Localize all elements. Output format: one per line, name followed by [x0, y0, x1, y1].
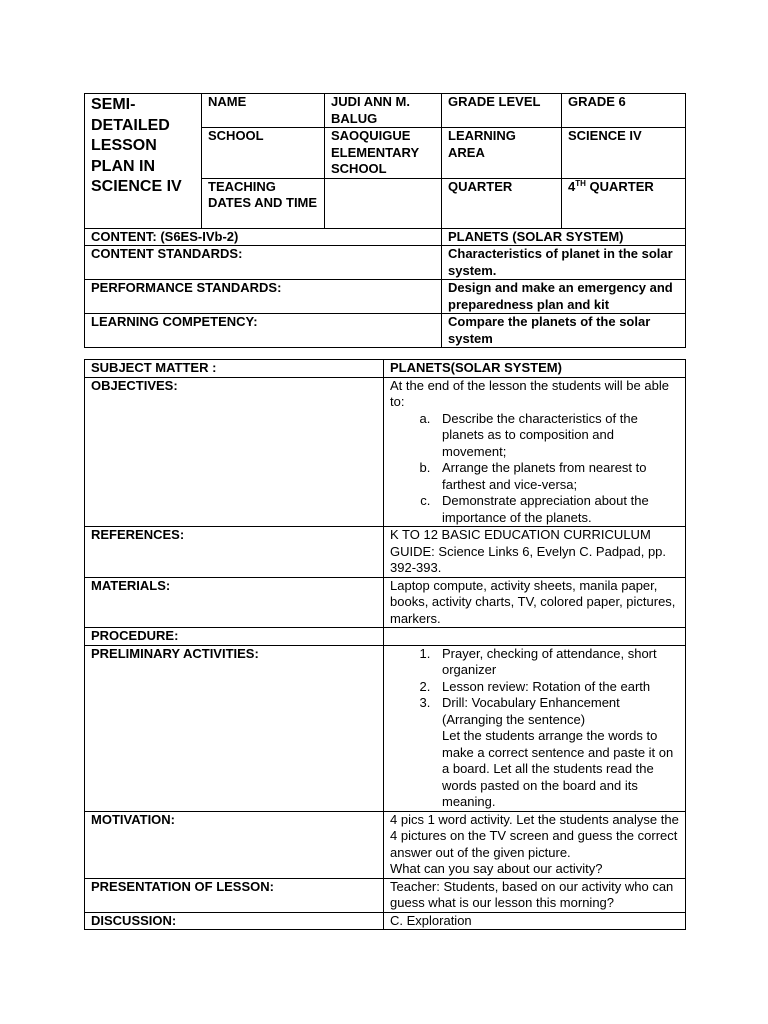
lesson-header-table — [84, 93, 686, 348]
objectives-list — [390, 411, 679, 527]
motivation-cell — [384, 811, 686, 878]
presentation-value: Teacher: Students, based on our activity who can guess what is our lesson this morning? — [384, 878, 686, 912]
procedure-label: PROCEDURE: — [85, 628, 384, 646]
quarter-number: 4 — [568, 178, 576, 194]
learning-area-value: SCIENCE IV — [562, 128, 686, 179]
discussion-value: C. Exploration — [384, 912, 686, 930]
performance-standards-value: Design and make an emergency and preparedness plan and kit — [442, 280, 686, 314]
school-value: SAOQUIGUE ELEMENTARY SCHOOL — [325, 128, 442, 179]
learning-competency-value: Compare the planets of the solar system — [442, 314, 686, 348]
motivation-value: 4 pics 1 word activity. Let the students analyse the 4 pictures on the TV screen and guess the correct answer out of the given picture. — [390, 811, 679, 860]
list-item: b. Arrange the planets from nearest to farthest and vice-versa; — [434, 460, 679, 493]
content-value: PLANETS (SOLAR SYSTEM) — [442, 228, 686, 246]
materials-label: MATERIALS: — [85, 577, 384, 628]
quarter-value — [562, 178, 686, 228]
content-standards-label: CONTENT STANDARDS: — [85, 246, 442, 280]
list-item: 1. Prayer, checking of attendance, short organizer — [434, 646, 679, 679]
quarter-label: QUARTER — [442, 178, 562, 228]
preliminary-activities-label: PRELIMINARY ACTIVITIES: — [85, 645, 384, 811]
quarter-word: QUARTER — [585, 178, 654, 194]
references-label: REFERENCES: — [85, 527, 384, 578]
list-item: 2. Lesson review: Rotation of the earth — [434, 679, 679, 696]
materials-value: Laptop compute, activity sheets, manila paper, books, activity charts, TV, colored paper, pictures, markers. — [384, 577, 686, 628]
quarter-ordinal: TH — [575, 178, 586, 188]
learning-competency-label: LEARNING COMPETENCY: — [85, 314, 442, 348]
preliminary-activities-list — [390, 646, 679, 729]
performance-standards-label: PERFORMANCE STANDARDS: — [85, 280, 442, 314]
motivation-label: MOTIVATION: — [85, 811, 384, 878]
subject-matter-label: SUBJECT MATTER : — [85, 360, 384, 378]
list-item: 3. Drill: Vocabulary Enhancement (Arranging the sentence) — [434, 695, 679, 728]
discussion-label: DISCUSSION: — [85, 912, 384, 930]
document-title: SEMI-DETAILED LESSON PLAN IN SCIENCE IV — [85, 94, 202, 229]
teaching-dates-label: TEACHING DATES AND TIME — [202, 178, 325, 228]
presentation-label: PRESENTATION OF LESSON: — [85, 878, 384, 912]
content-standards-value: Characteristics of planet in the solar system. — [442, 246, 686, 280]
preliminary-activities-note: Let the students arrange the words to make a correct sentence and paste it on a board. Let all the students read the words pasted on the board and its meaning. — [442, 728, 674, 809]
teaching-dates-value — [325, 178, 442, 228]
preliminary-activities-cell — [384, 645, 686, 811]
name-value: JUDI ANN M. BALUG — [325, 94, 442, 128]
content-label: CONTENT: (S6ES-IVb-2) — [85, 228, 442, 246]
school-label: SCHOOL — [202, 128, 325, 179]
list-item: a. Describe the characteristics of the planets as to composition and movement; — [434, 411, 679, 461]
motivation-question: What can you say about our activity? — [390, 861, 603, 876]
grade-level-value: GRADE 6 — [562, 94, 686, 128]
subject-matter-value: PLANETS(SOLAR SYSTEM) — [384, 360, 686, 378]
learning-area-label: LEARNING AREA — [442, 128, 562, 179]
objectives-label: OBJECTIVES: — [85, 377, 384, 527]
procedure-value — [384, 628, 686, 646]
objectives-cell — [384, 377, 686, 527]
grade-level-label: GRADE LEVEL — [442, 94, 562, 128]
references-value: K TO 12 BASIC EDUCATION CURRICULUM GUIDE: Science Links 6, Evelyn C. Padpad, pp. 392-393. — [384, 527, 686, 578]
name-label: NAME — [202, 94, 325, 128]
list-item: c. Demonstrate appreciation about the importance of the planets. — [434, 493, 679, 526]
objectives-intro: At the end of the lesson the students will be able to: — [390, 377, 669, 409]
lesson-body-table — [84, 359, 686, 930]
